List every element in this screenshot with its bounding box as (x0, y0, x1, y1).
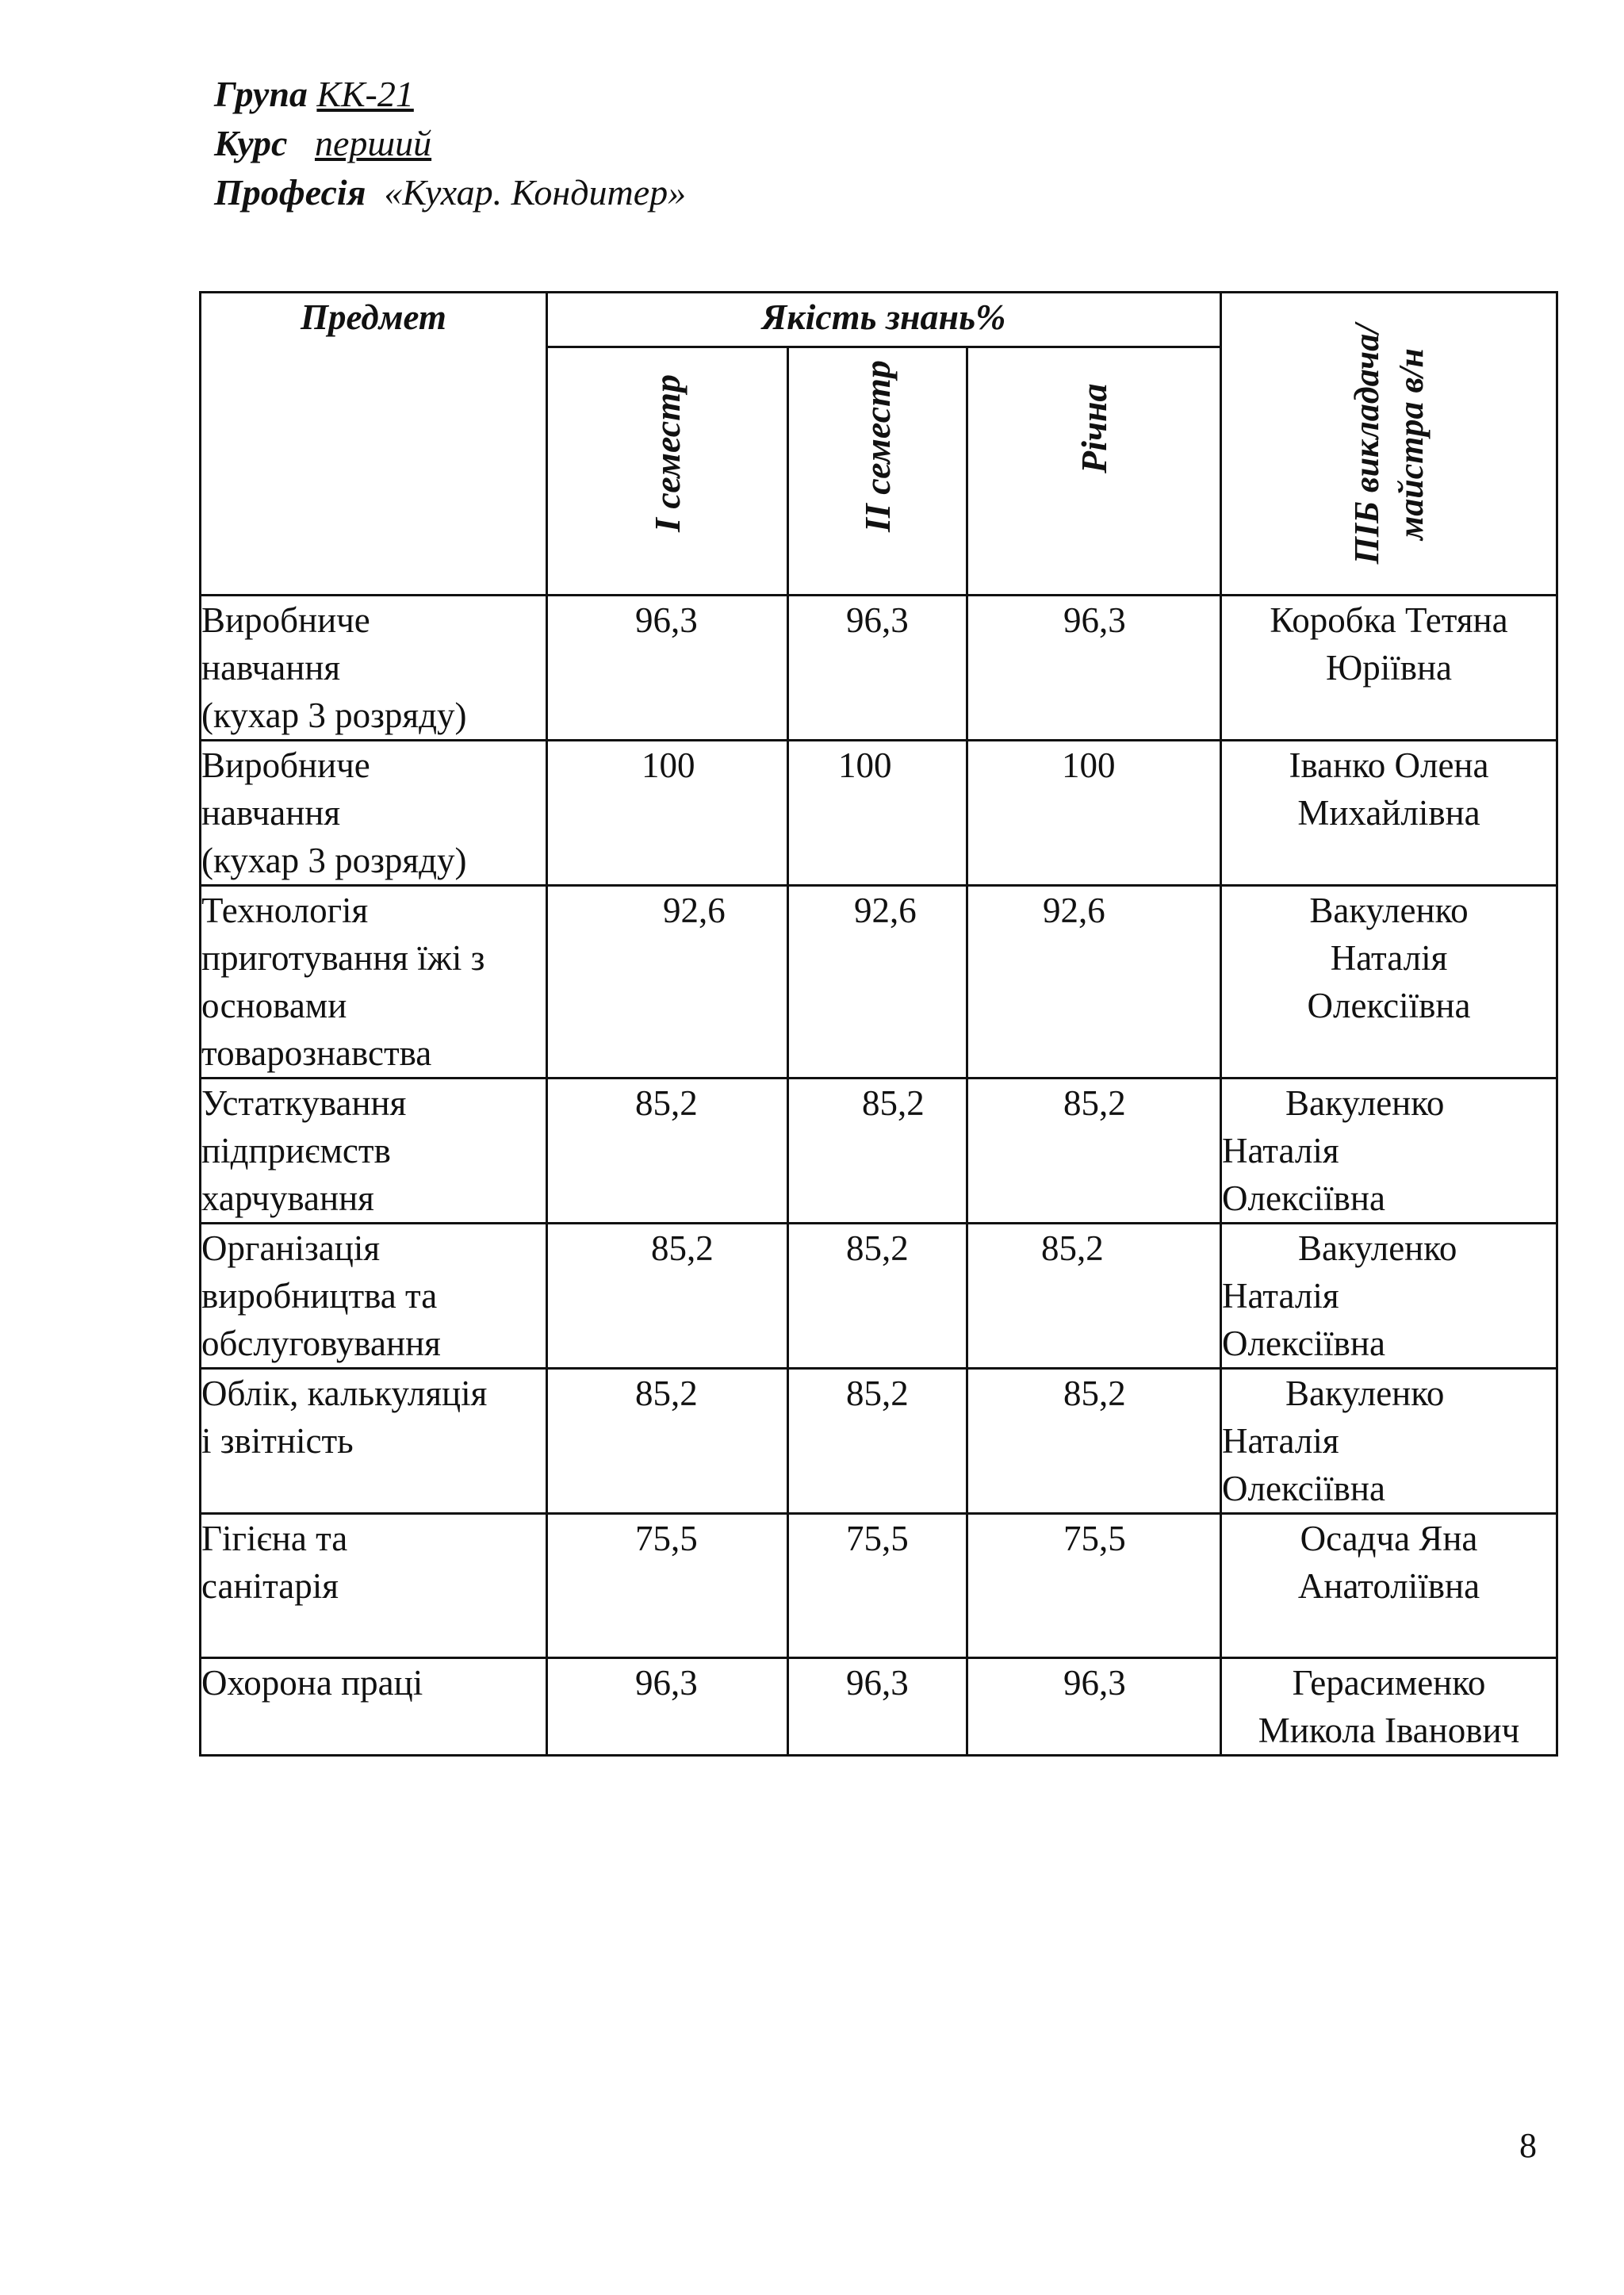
table-row (201, 741, 1557, 886)
teacher-cell (1221, 1224, 1557, 1369)
year-cell: 85,2 (967, 1369, 1221, 1514)
subject-line: санітарія (201, 1566, 339, 1606)
sem2-cell: 75,5 (788, 1514, 967, 1658)
subject-line: Охорона праці (201, 1663, 423, 1703)
teacher-header-line1: ПІБ викладача/ (1346, 324, 1386, 564)
subject-line: підприємств (201, 1131, 391, 1170)
teacher-header-text (1345, 324, 1434, 564)
quality-header: Якість знань% (547, 293, 1221, 347)
teacher-line: Іванко Олена (1289, 745, 1489, 785)
year-cell: 96,3 (967, 1658, 1221, 1756)
subject-line: виробництва та (201, 1276, 438, 1316)
subject-line: Устаткування (201, 1083, 407, 1123)
subject-line: Організація (201, 1228, 381, 1268)
sem2-cell: 85,2 (788, 1369, 967, 1514)
subject-line: товарознавства (201, 1033, 432, 1073)
sem1-cell: 96,3 (547, 1658, 788, 1756)
document-header (214, 70, 686, 217)
sem2-cell: 92,6 (788, 886, 967, 1079)
subject-line: харчування (201, 1178, 374, 1218)
sem2-cell: 96,3 (788, 1658, 967, 1756)
year-cell: 100 (967, 741, 1221, 886)
subject-line: (кухар 3 розряду) (201, 841, 467, 880)
year-cell: 85,2 (967, 1079, 1221, 1224)
group-label: Група (214, 74, 308, 114)
sem2-cell: 100 (788, 741, 967, 886)
course-label: Курс (214, 123, 288, 163)
teacher-line: Наталія (1222, 1276, 1339, 1316)
sem1-cell: 85,2 (547, 1079, 788, 1224)
teacher-line: Герасименко (1292, 1663, 1486, 1703)
subject-cell (201, 886, 547, 1079)
teacher-cell (1221, 1514, 1557, 1658)
teacher-line: Михайлівна (1297, 793, 1480, 833)
subject-line: Виробниче (201, 600, 370, 640)
subject-line: Технологія (201, 891, 369, 930)
subject-line: Облік, калькуляція (201, 1374, 488, 1413)
subject-cell (201, 596, 547, 741)
table-row (201, 1514, 1557, 1658)
teacher-line: Микола Іванович (1258, 1711, 1520, 1750)
profession-label: Професія (214, 172, 366, 213)
table-row (201, 886, 1557, 1079)
subject-line: і звітність (201, 1421, 354, 1461)
table-row (201, 1079, 1557, 1224)
group-value: КК-21 (316, 74, 414, 114)
header-row-1 (201, 293, 1557, 347)
sem1-cell: 85,2 (547, 1369, 788, 1514)
teacher-header (1221, 293, 1557, 596)
subject-header: Предмет (201, 293, 547, 596)
subject-line: обслуговування (201, 1324, 441, 1363)
sem1-cell: 100 (547, 741, 788, 886)
year-cell: 75,5 (967, 1514, 1221, 1658)
sem2-header (788, 347, 967, 596)
teacher-line: Вакуленко (1285, 1374, 1445, 1413)
sem1-cell: 92,6 (547, 886, 788, 1079)
year-cell: 96,3 (967, 596, 1221, 741)
teacher-line: Наталія (1330, 938, 1448, 978)
page-number: 8 (1519, 2126, 1537, 2165)
teacher-line: Вакуленко (1285, 1083, 1445, 1123)
subject-line: навчання (201, 648, 341, 688)
subject-line: Гігієна та (201, 1519, 348, 1558)
subject-line: приготування їжі з (201, 938, 485, 978)
teacher-line: Анатоліївна (1297, 1566, 1480, 1606)
teacher-cell (1221, 1658, 1557, 1756)
profession-value: «Кухар. Кондитер» (384, 172, 687, 213)
course-line (214, 119, 686, 168)
table-row (201, 1369, 1557, 1514)
year-cell: 85,2 (967, 1224, 1221, 1369)
group-line (214, 70, 686, 119)
sem2-cell: 85,2 (788, 1079, 967, 1224)
sem1-cell: 96,3 (547, 596, 788, 741)
teacher-line: Коробка Тетяна (1270, 600, 1508, 640)
table-row (201, 596, 1557, 741)
table-row (201, 1224, 1557, 1369)
subject-cell (201, 1658, 547, 1756)
table-row (201, 1658, 1557, 1756)
subject-line: навчання (201, 793, 341, 833)
subject-line: основами (201, 986, 347, 1025)
year-header (967, 347, 1221, 596)
subject-line: Виробниче (201, 745, 370, 785)
subject-cell (201, 741, 547, 886)
teacher-line: Олексіївна (1222, 1178, 1385, 1218)
teacher-line: Наталія (1222, 1131, 1339, 1170)
teacher-line: Юріївна (1325, 648, 1453, 688)
sem1-cell: 85,2 (547, 1224, 788, 1369)
subject-cell (201, 1224, 547, 1369)
teacher-header-line2: майстра в/н (1391, 347, 1431, 540)
profession-line (214, 168, 686, 217)
teacher-line: Олексіївна (1307, 986, 1471, 1025)
teacher-cell (1221, 1369, 1557, 1514)
teacher-line: Олексіївна (1222, 1469, 1385, 1508)
teacher-line: Вакуленко (1298, 1228, 1457, 1268)
teacher-line: Вакуленко (1309, 891, 1469, 930)
teacher-cell (1221, 886, 1557, 1079)
teacher-line: Осадча Яна (1300, 1519, 1478, 1558)
teacher-line: Олексіївна (1222, 1324, 1385, 1363)
sem2-cell: 85,2 (788, 1224, 967, 1369)
year-cell: 92,6 (967, 886, 1221, 1079)
course-value: перший (314, 123, 432, 163)
sem2-cell: 96,3 (788, 596, 967, 741)
year-header-text: Річна (1073, 383, 1114, 473)
sem1-header-text: І семестр (646, 374, 688, 532)
sem1-header (547, 347, 788, 596)
sem2-header-text: ІІ семестр (856, 360, 898, 532)
table-body (201, 596, 1557, 1756)
sem1-cell: 75,5 (547, 1514, 788, 1658)
teacher-cell (1221, 596, 1557, 741)
teacher-cell (1221, 1079, 1557, 1224)
subject-cell (201, 1079, 547, 1224)
teacher-cell (1221, 741, 1557, 886)
subject-line: (кухар 3 розряду) (201, 695, 467, 735)
subject-cell (201, 1369, 547, 1514)
teacher-line: Наталія (1222, 1421, 1339, 1461)
grades-table (199, 291, 1558, 1757)
subject-cell (201, 1514, 547, 1658)
